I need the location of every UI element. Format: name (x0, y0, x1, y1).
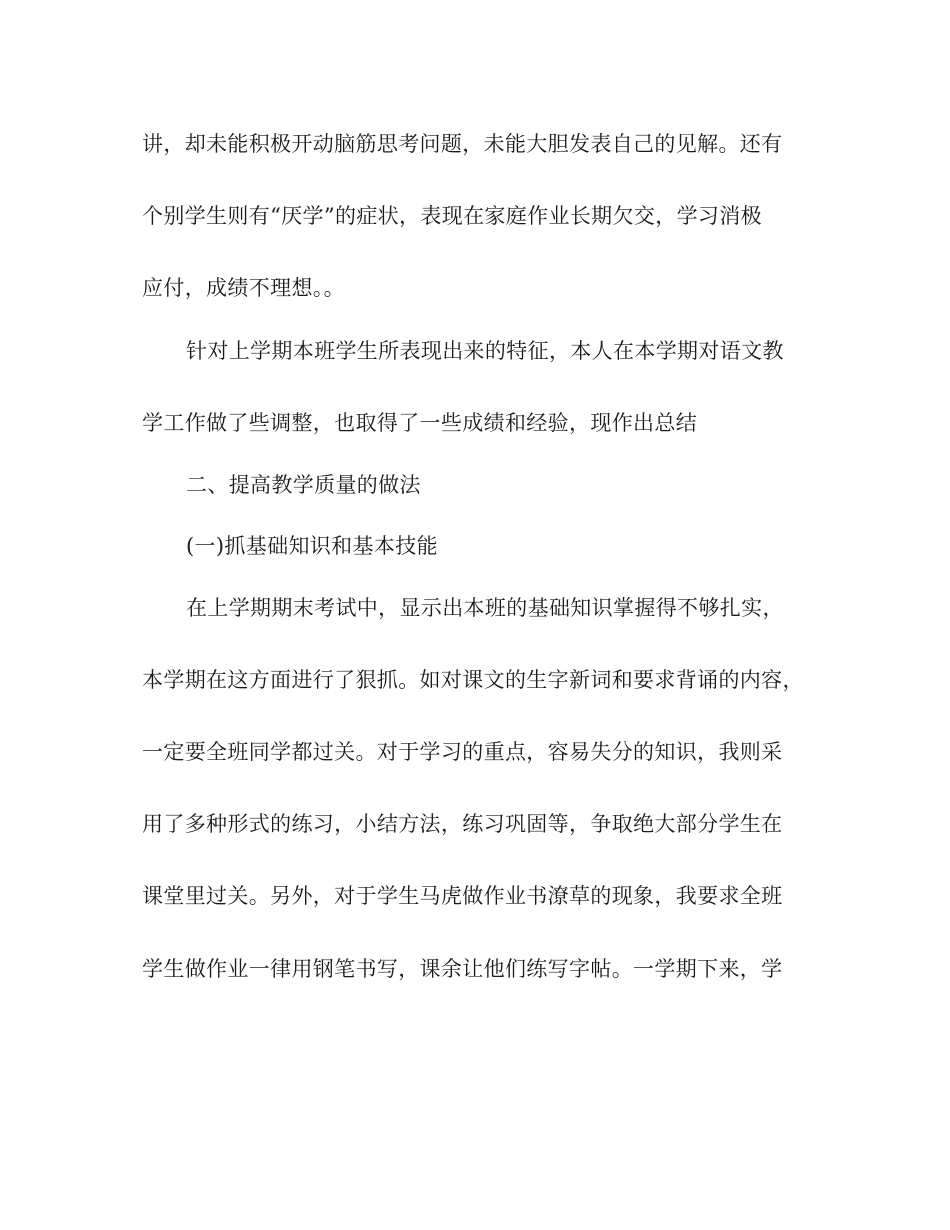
paragraph-first-line: 在上学期期末考试中，显示出本班的基础知识掌握得不够扎实， (186, 596, 784, 620)
text-line: 学生做作业一律用钢笔书写，课余让他们练写字帖。一学期下来，学 (142, 957, 783, 981)
subsection-heading: (一)抓基础知识和基本技能 (186, 534, 438, 558)
paragraph-first-line: 针对上学期本班学生所表现出来的特征，本人在本学期对语文教 (186, 339, 784, 363)
text-line: 本学期在这方面进行了狠抓。如对课文的生字新词和要求背诵的内容， (142, 668, 804, 692)
section-heading: 二、提高教学质量的做法 (186, 473, 421, 497)
text-line: 课堂里过关。另外，对于学生马虎做作业书潦草的现象，我要求全班 (142, 884, 783, 908)
text-line: 学工作做了些调整，也取得了一些成绩和经验，现作出总结 (142, 411, 698, 435)
text-line: 一定要全班同学都过关。对于学习的重点，容易失分的知识，我则采 (142, 740, 783, 764)
text-line: 讲，却未能积极开动脑筋思考问题，未能大胆发表自己的见解。还有 (142, 132, 783, 156)
text-line: 个别学生则有“厌学”的症状，表现在家庭作业长期欠交，学习消极 (142, 204, 762, 228)
text-line: 用了多种形式的练习，小结方法，练习巩固等，争取绝大部分学生在 (142, 812, 783, 836)
text-line: 应付，成绩不理想。。 (142, 276, 345, 300)
